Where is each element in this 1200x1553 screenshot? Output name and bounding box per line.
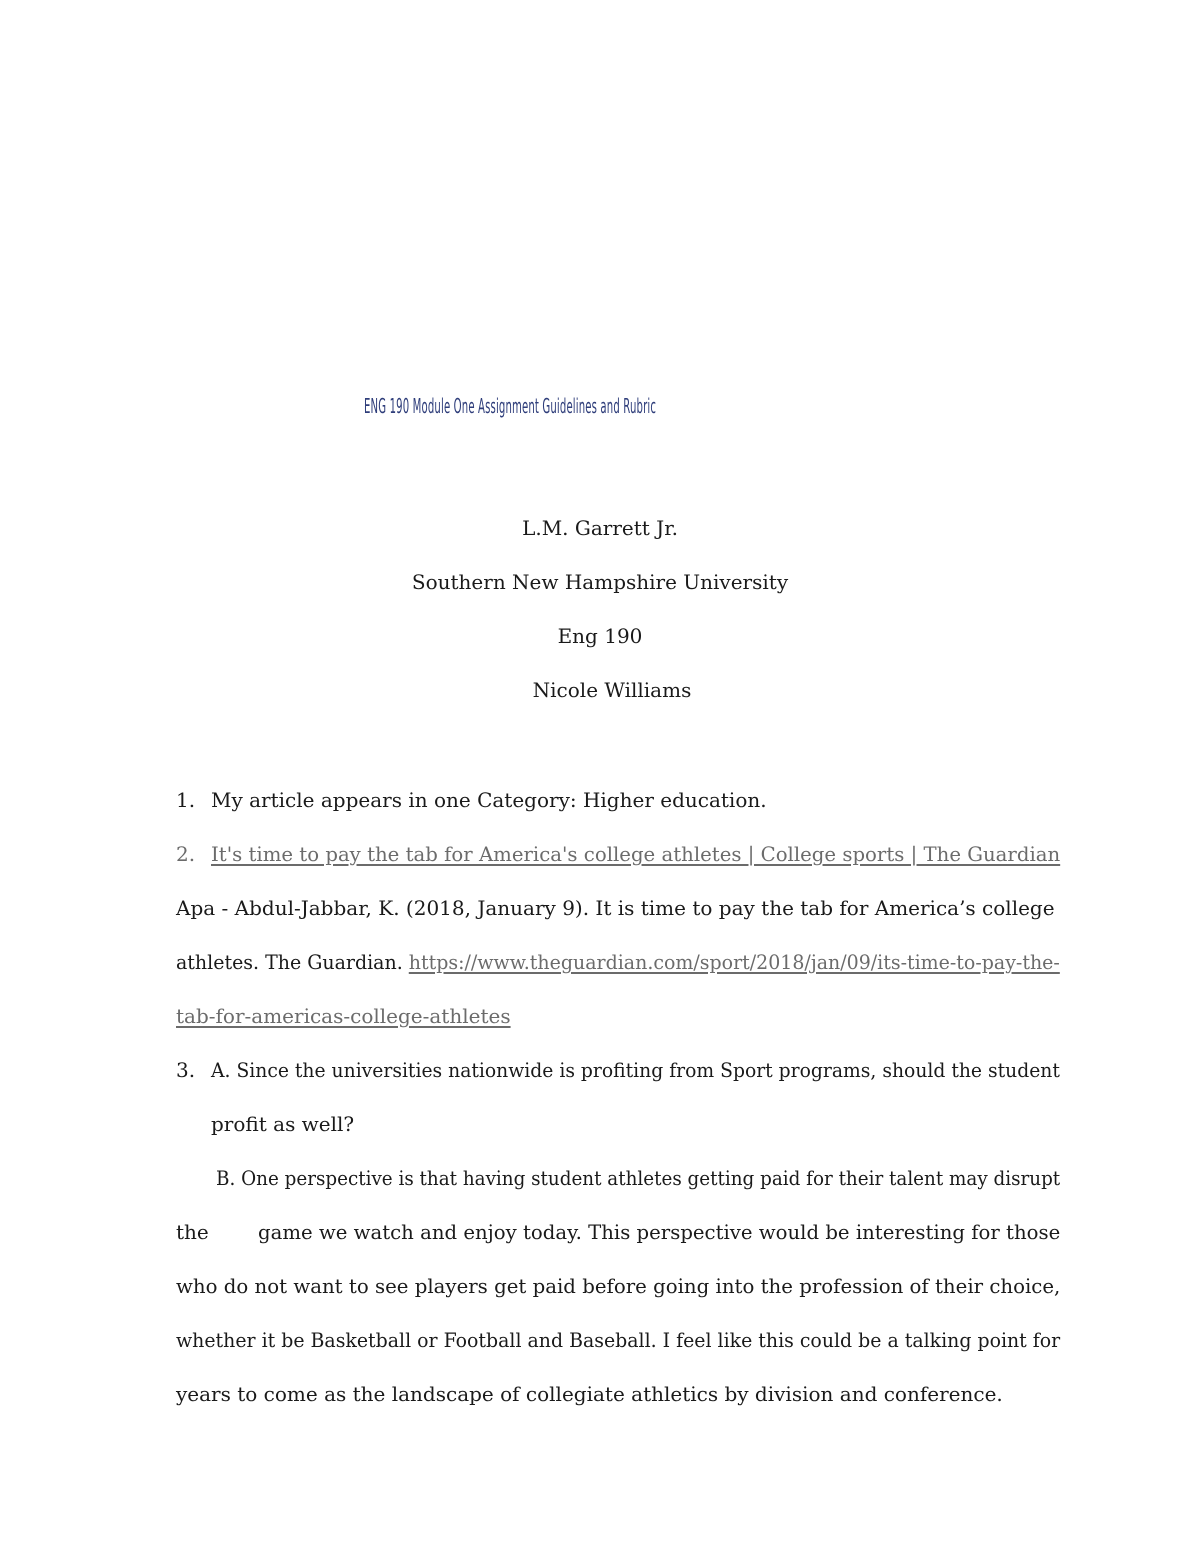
author-name: L.M. Garrett Jr. <box>522 516 678 540</box>
institution-name: Southern New Hampshire University <box>411 570 789 594</box>
article-link[interactable]: It's time to pay the tab for America's college athletes | College sports | The Guardian <box>211 842 1061 866</box>
list-number-2: 2. <box>176 842 196 866</box>
item-3a-line-2: profit as well? <box>211 1112 355 1136</box>
list-item-1-text: My article appears in one Category: Higher education. <box>211 788 767 812</box>
item-3b-line-3: who do not want to see players get paid before going into the profession of their choice, <box>176 1274 1061 1298</box>
citation-line-2 <box>176 950 1060 974</box>
citation-url-link-part2[interactable]: tab-for-americas-college-athletes <box>176 1004 511 1028</box>
item-3b-line-2-start: the <box>176 1220 209 1244</box>
item-3b-line-4: whether it be Basketball or Football and Baseball. I feel like this could be a talking point for <box>176 1328 1061 1352</box>
instructor-name: Nicole Williams <box>532 678 692 702</box>
item-3b-line-2-rest: game we watch and enjoy today. This perspective would be interesting for those <box>258 1220 1061 1244</box>
item-3a-line-1: A. Since the universities nationwide is profiting from Sport programs, should the student <box>211 1058 1060 1082</box>
document-title: ENG 190 Module One Assignment Guidelines and Rubric <box>364 394 657 418</box>
citation-url-link-part1[interactable]: https://www.theguardian.com/sport/2018/jan/09/its-time-to-pay-the- <box>408 950 1060 974</box>
course-name: Eng 190 <box>557 624 643 648</box>
list-number-1: 1. <box>176 788 196 812</box>
item-3b-line-1: B. One perspective is that having student athletes getting paid for their talent may disrupt <box>216 1166 1061 1190</box>
list-number-3: 3. <box>176 1058 196 1082</box>
citation-prefix: athletes. The Guardian. <box>176 950 409 974</box>
item-3b-line-5: years to come as the landscape of collegiate athletics by division and conference. <box>176 1382 1003 1406</box>
citation-line-1: Apa - Abdul-Jabbar, K. (2018, January 9). It is time to pay the tab for America’s college <box>176 896 1055 920</box>
